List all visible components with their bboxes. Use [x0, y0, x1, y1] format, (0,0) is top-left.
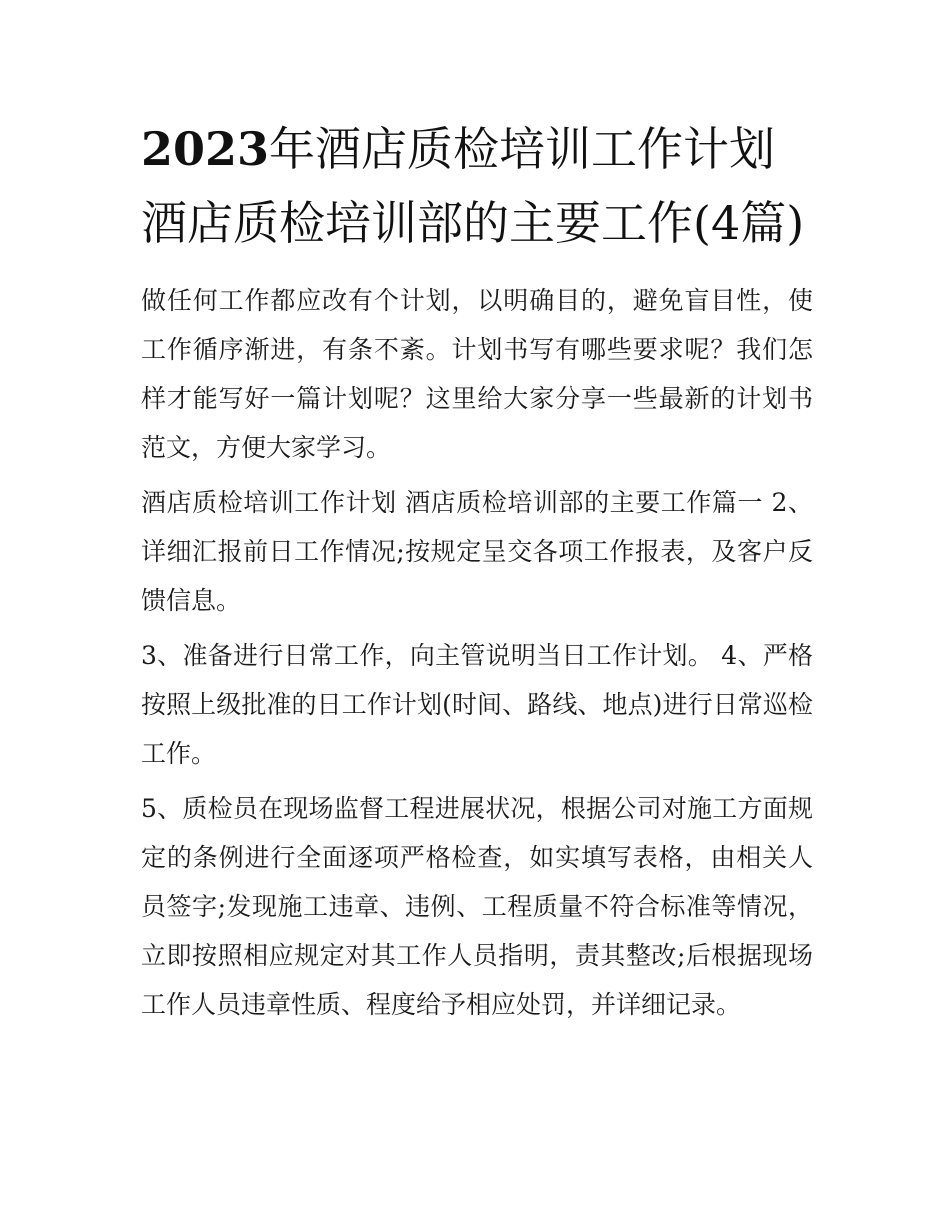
document-body [141, 112, 813, 1035]
title-text: 年酒店质检培训工作计划 酒店质检培训部的主要工作(4篇) [141, 122, 805, 250]
title-year: 2023 [141, 122, 270, 176]
paragraph-intro: 做任何工作都应改有个计划，以明确目的，避免盲目性，使工作循序渐进，有条不紊。计划书写有哪些要求呢？我们怎样才能写好一篇计划呢？这里给大家分享一些最新的计划书范文，方便大家学习。 [141, 286, 813, 462]
paragraph-3: 5、质检员在现场监督工程进展状况，根据公司对施工方面规定的条例进行全面逐项严格检查，如实填写表格，由相关人员签字;发现施工违章、违例、工程质量不符合标准等情况，立即按照相应规定对其工作人员指明，责其整改;后根据现场工作人员违章性质、程度给予相应处罚，并详细记录。 [141, 794, 813, 1019]
document-title [141, 112, 813, 260]
paragraph-2: 3、准备进行日常工作，向主管说明当日工作计划。 4、严格按照上级批准的日工作计划(时间、路线、地点)进行日常巡检工作。 [141, 641, 813, 768]
paragraph-1: 酒店质检培训工作计划 酒店质检培训部的主要工作篇一 2、详细汇报前日工作情况;按规定呈交各项工作报表，及客户反馈信息。 [141, 488, 813, 615]
